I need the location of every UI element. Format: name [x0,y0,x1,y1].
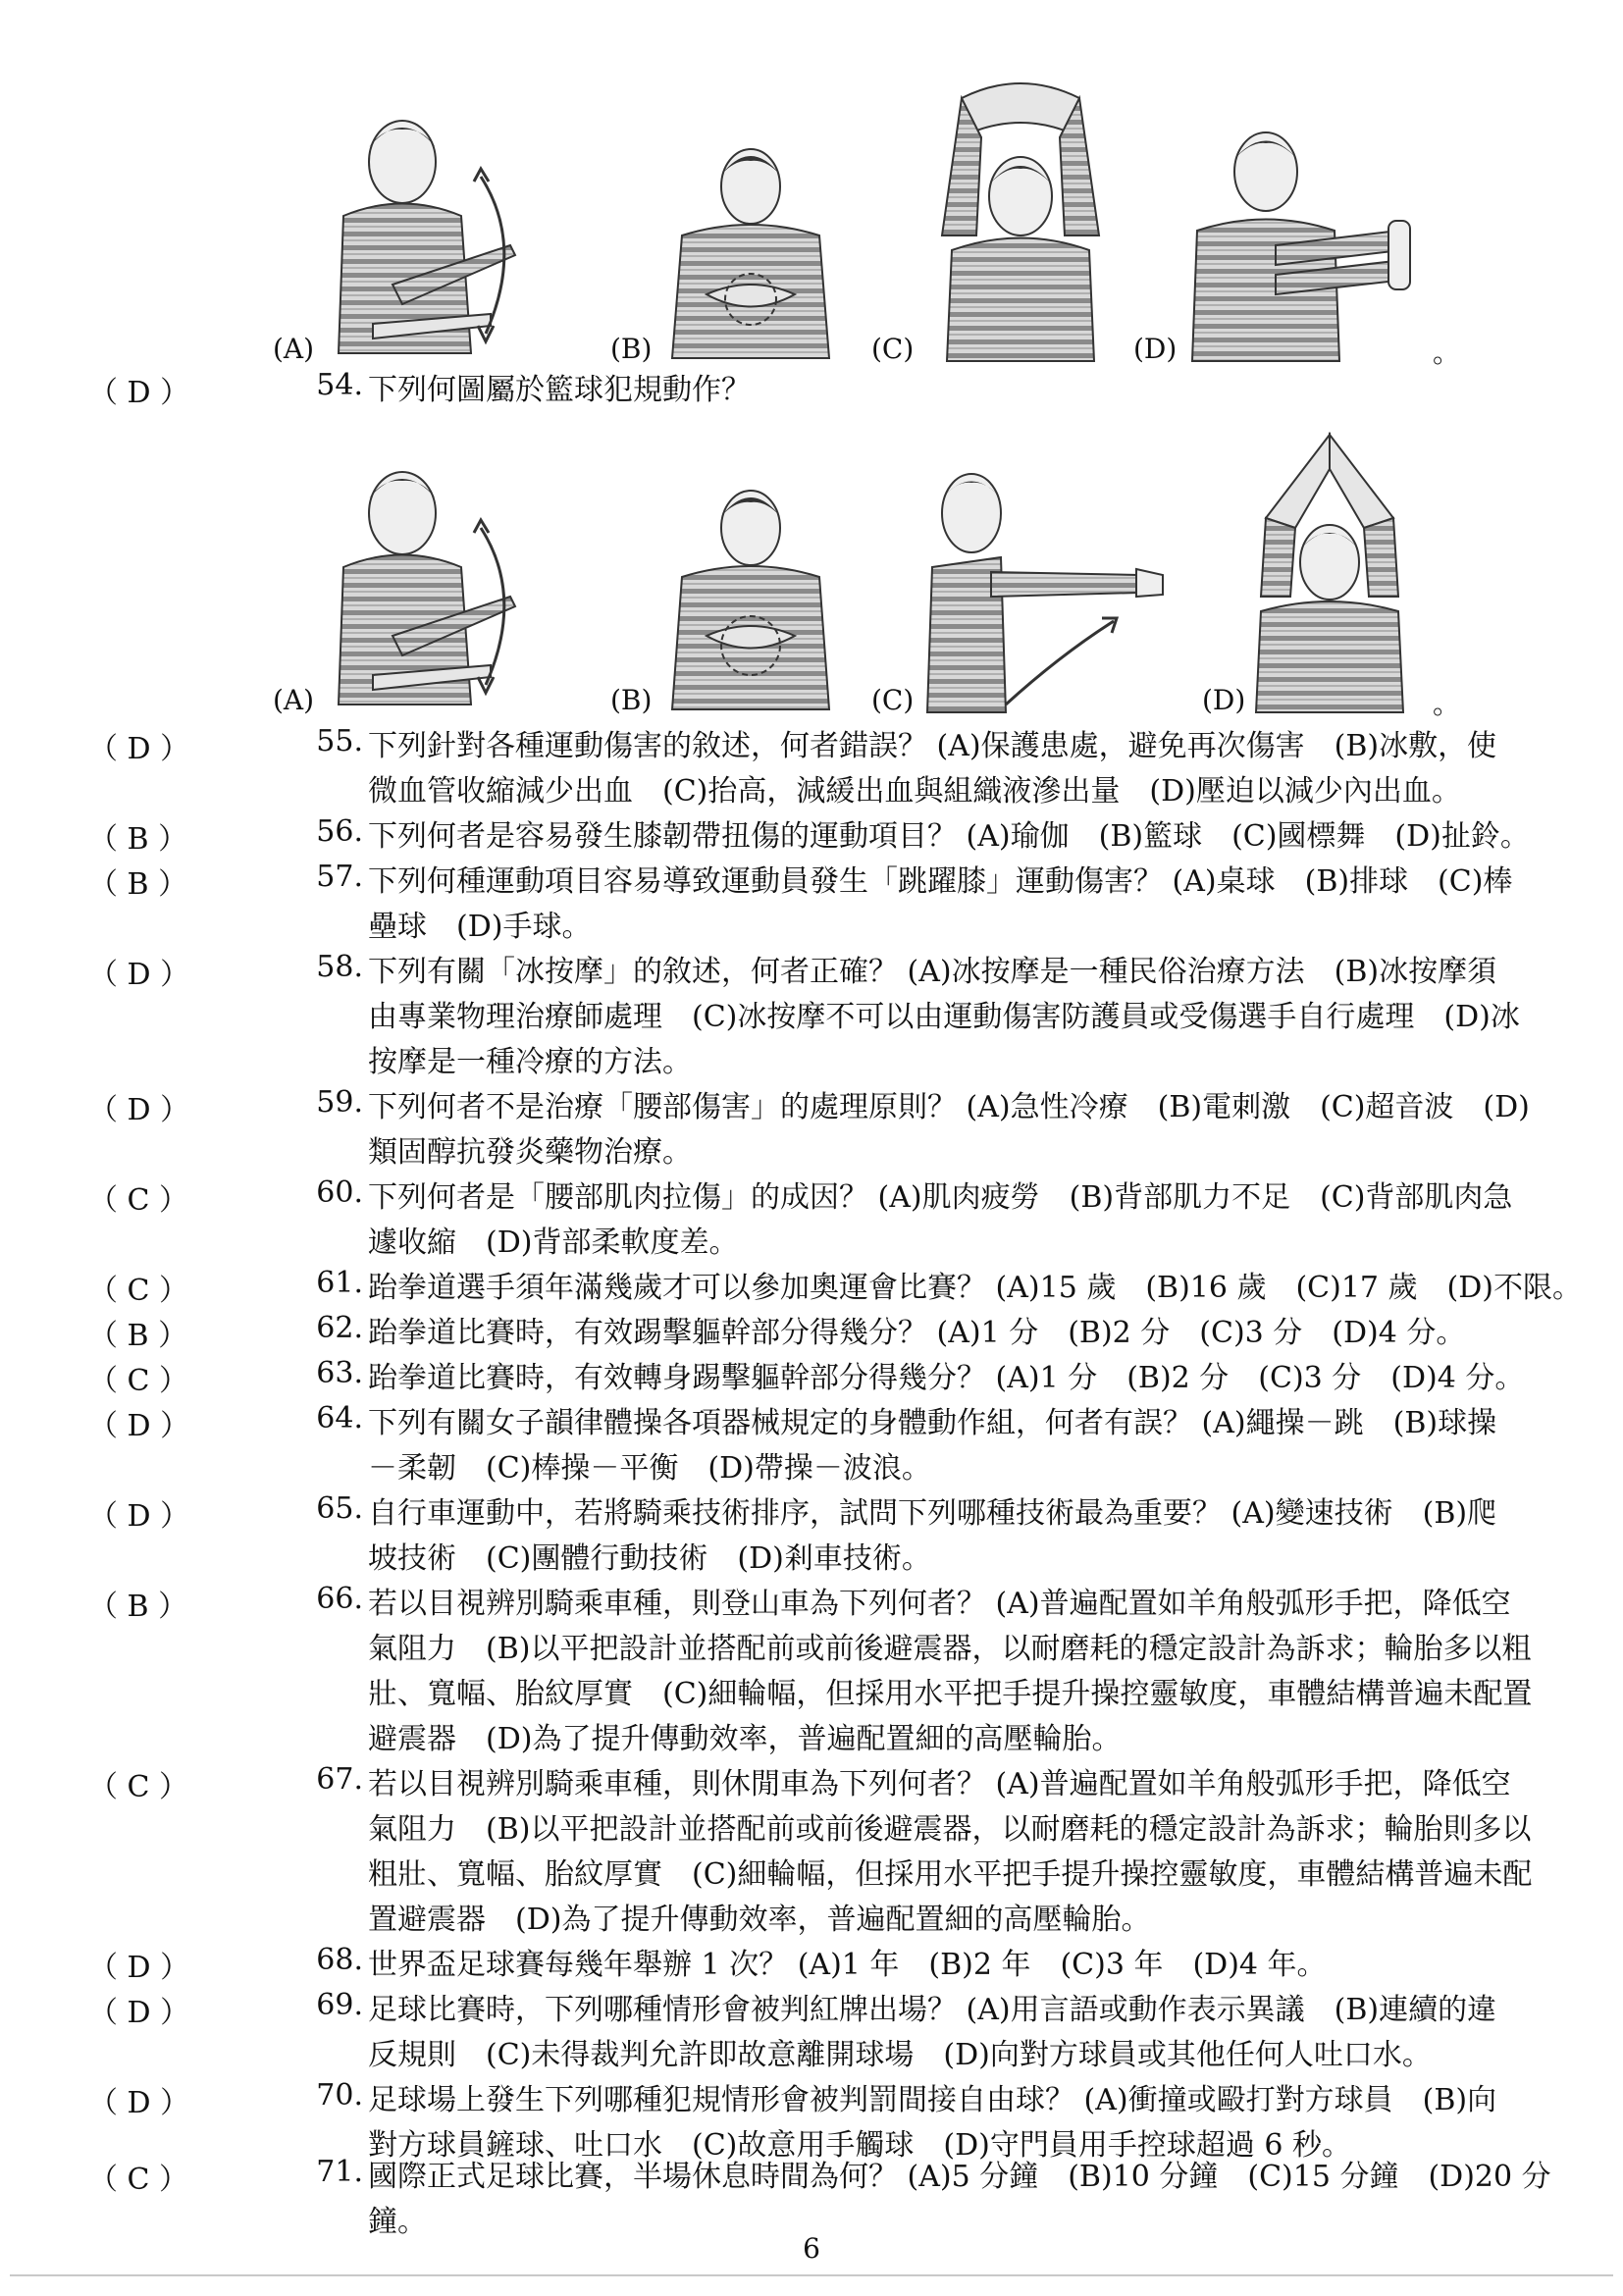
referee-figure-d-icon [1178,118,1413,363]
answer-mark: （ D ） [88,732,190,766]
question-text: 自行車運動中，若將騎乘技術排序，試問下列哪種技術最為重要？ (A)變速技術 (B)爬 坡技術 (C)團體行動技術 (D)剎車技術。 [368,1496,1497,1576]
question-number: 60. [316,1175,363,1210]
figure-row-period: 。 [1433,337,1461,369]
question-number: 55. [316,724,363,758]
question-number: 68. [316,1943,363,1977]
question-text: 下列有關「冰按摩」的敘述，何者正確？ (A)冰按摩是一種民俗治療方法 (B)冰按摩須 由專業物理治療師處理 (C)冰按摩不可以由運動傷害防護員或受傷選手自行處理 (D)冰 按摩是一種冷療的方法。 [368,955,1520,1079]
figure-label-d: (D) [1133,333,1178,365]
answer-mark: （ D ） [88,1499,190,1534]
question-number: 54. [316,368,363,402]
question-number: 62. [316,1311,363,1345]
figure-label-a: (A) [273,684,315,716]
answer-mark: （ D ） [88,1996,190,2030]
question-number: 57. [316,860,363,894]
answer-mark: （ D ） [88,1409,190,1443]
question-text: 足球比賽時，下列哪種情形會被判紅牌出場？ (A)用言語或動作表示異議 (B)連續的違 反規則 (C)未得裁判允許即故意離開球場 (D)向對方球員或其他任何人吐口水。 [368,1993,1497,2072]
question-number: 59. [316,1085,363,1120]
question-number: 58. [316,950,363,984]
question-text: 下列有關女子韻律體操各項器械規定的身體動作組，何者有誤？ (A)繩操－跳 (B)球操 －柔韌 (C)棒操－平衡 (D)帶操－波浪。 [368,1406,1497,1486]
question-text: 足球場上發生下列哪種犯規情形會被判罰間接自由球？ (A)衝撞或毆打對方球員 (B)向 對方球員鏟球、吐口水 (C)故意用手觸球 (D)守門員用手控球超過 6 秒。 [368,2083,1497,2163]
question-text: 下列何圖屬於籃球犯規動作？ [368,373,751,407]
question-number: 70. [316,2078,363,2113]
question-number: 63. [316,1356,363,1390]
question-number: 69. [316,1988,363,2022]
question-text: 若以目視辨別騎乘車種，則休閒車為下列何者？ (A)普遍配置如羊角般弧形手把，降低空 氣阻力 (B)以平把設計並搭配前或前後避震器，以耐磨耗的穩定設計為訴求；輪胎則多以 粗壯、寬幅、胎紋厚實 (C)細輪幅，但採用水平把手提升操控靈敏度，車體結構普遍未配 置避震器 (D)為了提升傳動效率，普遍配置細的高壓輪胎。 [368,1767,1533,1937]
referee-figure-a-icon [314,108,530,363]
foul-figure-a-icon [314,459,530,714]
referee-figure-c-icon [932,78,1109,363]
foul-figure-d-icon [1236,430,1423,714]
question-text-line: 鐘。 [368,2205,427,2239]
page-number: 6 [803,2232,820,2265]
answer-mark: （ D ） [88,376,190,410]
answer-mark: （ B ） [88,1590,188,1624]
figure-row-top [255,78,1472,369]
question-text: 跆拳道比賽時，有效踢擊軀幹部分得幾分？ (A)1 分 (B)2 分 (C)3 分 (D)4 分。 [368,1316,1466,1350]
referee-figure-b-icon [653,137,849,363]
figure-label-b: (B) [610,684,653,716]
answer-mark: （ C ） [88,1274,189,1308]
figure-row-period: 。 [1433,688,1461,720]
answer-mark: （ D ） [88,1093,190,1127]
question-text: 世界盃足球賽每幾年舉辦 1 次？ (A)1 年 (B)2 年 (C)3 年 (D)4 年。 [368,1948,1327,1982]
question-number: 65. [316,1491,363,1526]
page-bottom-border [10,2274,1613,2276]
question-number: 64. [316,1401,363,1435]
question-text: 下列何者不是治療「腰部傷害」的處理原則？ (A)急性冷療 (B)電刺激 (C)超音波 (D) 類固醇抗發炎藥物治療。 [368,1090,1530,1170]
question-number: 61. [316,1266,363,1300]
figure-label-d: (D) [1202,684,1246,716]
question-text: 下列何者是「腰部肌肉拉傷」的成因？ (A)肌肉疲勞 (B)背部肌力不足 (C)背部肌肉急 遽收縮 (D)背部柔軟度差。 [368,1180,1513,1260]
question-text: 跆拳道比賽時，有效轉身踢擊軀幹部分得幾分？ (A)1 分 (B)2 分 (C)3 分 (D)4 分。 [368,1361,1525,1395]
foul-figure-b-icon [653,479,849,714]
answer-mark: （ D ） [88,2086,190,2120]
answer-mark: （ D ） [88,958,190,992]
question-text: 下列針對各種運動傷害的敘述，何者錯誤？ (A)保護患處，避免再次傷害 (B)冰敷，使 微血管收縮減少出血 (C)抬高，減緩出血與組織液滲出量 (D)壓迫以減少內出血。 [368,729,1497,809]
question-text: 下列何種運動項目容易導致運動員發生「跳躍膝」運動傷害？ (A)桌球 (B)排球 (C)棒 壘球 (D)手球。 [368,864,1513,944]
answer-mark: （ D ） [88,1951,190,1985]
question-text: 下列何者是容易發生膝韌帶扭傷的運動項目？ (A)瑜伽 (B)籃球 (C)國標舞 (D)扯鈴。 [368,819,1530,854]
question-number: 66. [316,1582,363,1616]
figure-label-b: (B) [610,333,653,365]
answer-mark: （ B ） [88,867,188,902]
figure-row-q54 [255,430,1472,720]
figure-label-c: (C) [871,684,915,716]
answer-mark: （ C ） [88,1364,189,1398]
question-text: 跆拳道選手須年滿幾歲才可以參加奧運會比賽？ (A)15 歲 (B)16 歲 (C)17 歲 (D)不限。 [368,1271,1583,1305]
question-number: 71. [316,2155,363,2189]
question-number: 67. [316,1762,363,1797]
question-text: 若以目視辨別騎乘車種，則登山車為下列何者？ (A)普遍配置如羊角般弧形手把，降低空 氣阻力 (B)以平把設計並搭配前或前後避震器，以耐磨耗的穩定設計為訴求；輪胎多以粗 壯、寬幅、胎紋厚實 (C)細輪幅，但採用水平把手提升操控靈敏度，車體結構普遍未配置 避震器 (D)為了提升傳動效率，普遍配置細的高壓輪胎。 [368,1587,1533,1756]
question-text: 國際正式足球比賽，半場休息時間為何？ (A)5 分鐘 (B)10 分鐘 (C)15 分鐘 (D)20 分 鐘。 [368,2155,1623,2245]
question-number: 56. [316,814,363,849]
figure-label-a: (A) [273,333,315,365]
figure-label-c: (C) [871,333,915,365]
answer-mark: （ C ） [88,1183,189,1218]
answer-mark: （ C ） [88,2163,189,2197]
answer-mark: （ C ） [88,1770,189,1804]
answer-mark: （ B ） [88,822,188,857]
answer-mark: （ B ） [88,1319,188,1353]
foul-figure-c-icon [913,459,1168,714]
